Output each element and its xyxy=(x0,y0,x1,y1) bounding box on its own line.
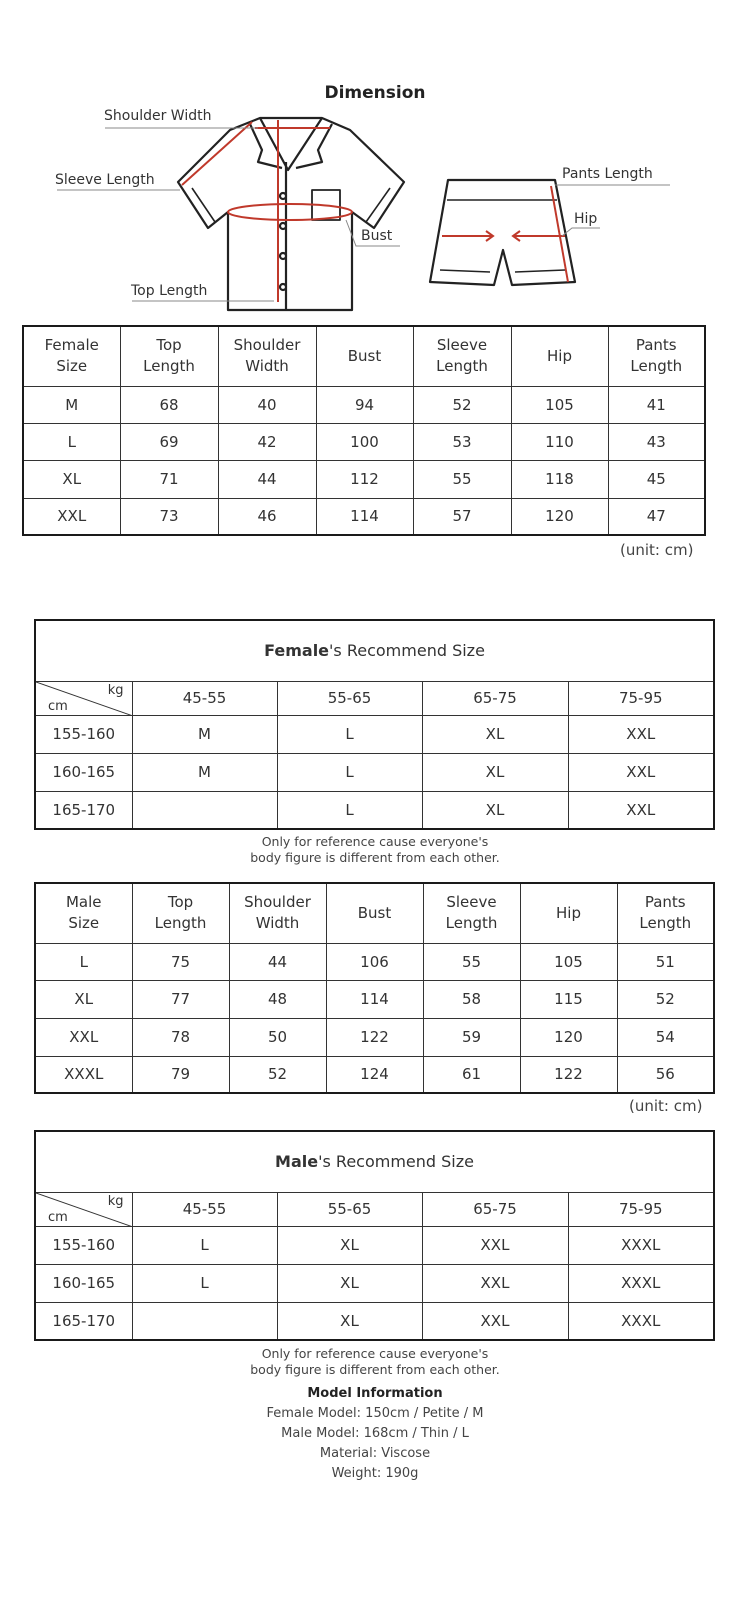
table-header-row xyxy=(35,883,714,943)
header-bust: Bust xyxy=(316,326,413,386)
header-hip: Hip xyxy=(520,883,617,943)
table-cell: L xyxy=(35,943,132,980)
table-cell: 78 xyxy=(132,1018,229,1056)
table-cell: 61 xyxy=(423,1056,520,1093)
table-header-row xyxy=(23,326,705,386)
table-cell: 44 xyxy=(218,460,316,498)
weight-header: 55-65 xyxy=(277,1192,422,1226)
table-cell: 124 xyxy=(326,1056,423,1093)
table-cell: 73 xyxy=(120,498,218,535)
table-cell: 45 xyxy=(608,460,705,498)
header-sleeve-length: Sleeve Length xyxy=(413,326,511,386)
corner-cell: kg cm xyxy=(35,681,132,715)
table-cell: 122 xyxy=(326,1018,423,1056)
label-pants-length: Pants Length xyxy=(562,166,653,182)
weight-header: 65-75 xyxy=(422,681,568,715)
table-cell: 105 xyxy=(520,943,617,980)
reference-note-female: Only for reference cause everyone's body figure is different from each other. xyxy=(250,834,500,865)
table-row xyxy=(23,460,705,498)
shirt-illustration xyxy=(178,118,404,310)
recommend-title: Male's Recommend Size xyxy=(35,1131,714,1192)
table-cell: 115 xyxy=(520,980,617,1018)
header-size: Male Size xyxy=(35,883,132,943)
table-row xyxy=(35,1056,714,1093)
model-information xyxy=(0,1384,750,1484)
table-cell: 55 xyxy=(413,460,511,498)
table-cell: 57 xyxy=(413,498,511,535)
table-cell: 48 xyxy=(229,980,326,1018)
model-information-heading: Model Information xyxy=(307,1386,443,1401)
corner-cell: kg cm xyxy=(35,1192,132,1226)
table-cell: XXXL xyxy=(35,1056,132,1093)
table-cell: 120 xyxy=(520,1018,617,1056)
header-sleeve-length: Sleeve Length xyxy=(423,883,520,943)
dimension-title: Dimension xyxy=(324,83,426,103)
table-cell: 71 xyxy=(120,460,218,498)
label-shoulder-width: Shoulder Width xyxy=(104,108,212,124)
table-cell: 120 xyxy=(511,498,608,535)
table-cell: 94 xyxy=(316,386,413,423)
table-cell: 41 xyxy=(608,386,705,423)
label-hip: Hip xyxy=(574,211,598,227)
header-size: Female Size xyxy=(23,326,120,386)
table-cell: XXL xyxy=(35,1018,132,1056)
table-cell: 77 xyxy=(132,980,229,1018)
label-top-length: Top Length xyxy=(131,283,208,299)
table-cell: 68 xyxy=(120,386,218,423)
table-row xyxy=(23,498,705,535)
table-row xyxy=(23,386,705,423)
table-cell: 43 xyxy=(608,423,705,460)
table-cell: 106 xyxy=(326,943,423,980)
female-size-table xyxy=(22,325,706,536)
table-cell: 46 xyxy=(218,498,316,535)
reference-note-male: Only for reference cause everyone's body figure is different from each other. xyxy=(250,1346,500,1377)
male-size-table xyxy=(34,882,715,1094)
weight-header: 45-55 xyxy=(132,681,277,715)
table-cell: 110 xyxy=(511,423,608,460)
header-pants-length: Pants Length xyxy=(617,883,714,943)
table-cell: XL xyxy=(35,980,132,1018)
header-bust: Bust xyxy=(326,883,423,943)
table-cell: 47 xyxy=(608,498,705,535)
table-row: 160-165 L XL XXL XXXL xyxy=(35,1264,714,1302)
recommend-title: Female's Recommend Size xyxy=(35,620,714,681)
label-bust: Bust xyxy=(361,228,393,244)
table-cell: 58 xyxy=(423,980,520,1018)
header-pants-length: Pants Length xyxy=(608,326,705,386)
table-row: 165-170 L XL XXL xyxy=(35,791,714,829)
table-cell: 114 xyxy=(316,498,413,535)
table-cell: 122 xyxy=(520,1056,617,1093)
table-cell: 42 xyxy=(218,423,316,460)
label-sleeve-length: Sleeve Length xyxy=(55,172,155,188)
table-row: 160-165 M L XL XXL xyxy=(35,753,714,791)
header-top-length: Top Length xyxy=(132,883,229,943)
header-top-length: Top Length xyxy=(120,326,218,386)
table-row xyxy=(23,423,705,460)
header-shoulder-width: Shoulder Width xyxy=(229,883,326,943)
unit-note-male: (unit: cm) xyxy=(629,1097,703,1115)
table-row: 165-170 XL XXL XXXL xyxy=(35,1302,714,1340)
male-model-line: Male Model: 168cm / Thin / L xyxy=(281,1426,469,1441)
table-cell: 69 xyxy=(120,423,218,460)
table-cell: 53 xyxy=(413,423,511,460)
table-cell: M xyxy=(23,386,120,423)
weight-header-row xyxy=(35,1192,714,1226)
weight-header: 55-65 xyxy=(277,681,422,715)
table-cell: 112 xyxy=(316,460,413,498)
shorts-leader-lines xyxy=(555,185,670,236)
table-row: 155-160 L XL XXL XXXL xyxy=(35,1226,714,1264)
table-row xyxy=(35,980,714,1018)
table-cell: 59 xyxy=(423,1018,520,1056)
male-recommend-table xyxy=(34,1130,715,1341)
table-cell: 114 xyxy=(326,980,423,1018)
table-cell: 105 xyxy=(511,386,608,423)
female-model-line: Female Model: 150cm / Petite / M xyxy=(266,1406,484,1421)
table-cell: 100 xyxy=(316,423,413,460)
garment-diagram xyxy=(0,100,750,315)
table-row xyxy=(35,943,714,980)
table-cell: 118 xyxy=(511,460,608,498)
table-cell: 51 xyxy=(617,943,714,980)
table-row xyxy=(35,1018,714,1056)
table-cell: 55 xyxy=(423,943,520,980)
table-cell: 79 xyxy=(132,1056,229,1093)
weight-line: Weight: 190g xyxy=(331,1466,419,1481)
table-cell: 44 xyxy=(229,943,326,980)
header-hip: Hip xyxy=(511,326,608,386)
table-cell: 52 xyxy=(229,1056,326,1093)
table-cell: XL xyxy=(23,460,120,498)
female-recommend-table xyxy=(34,619,715,830)
table-cell: L xyxy=(23,423,120,460)
weight-header: 45-55 xyxy=(132,1192,277,1226)
unit-note-female: (unit: cm) xyxy=(620,541,694,559)
weight-header: 65-75 xyxy=(422,1192,568,1226)
weight-header-row xyxy=(35,681,714,715)
table-cell: 52 xyxy=(413,386,511,423)
header-shoulder-width: Shoulder Width xyxy=(218,326,316,386)
table-cell: 50 xyxy=(229,1018,326,1056)
material-line: Material: Viscose xyxy=(319,1446,431,1461)
table-cell: 54 xyxy=(617,1018,714,1056)
table-cell: 52 xyxy=(617,980,714,1018)
table-cell: XXL xyxy=(23,498,120,535)
weight-header: 75-95 xyxy=(568,681,714,715)
table-cell: 40 xyxy=(218,386,316,423)
table-cell: 56 xyxy=(617,1056,714,1093)
table-cell: 75 xyxy=(132,943,229,980)
weight-header: 75-95 xyxy=(568,1192,714,1226)
table-row: 155-160 M L XL XXL xyxy=(35,715,714,753)
